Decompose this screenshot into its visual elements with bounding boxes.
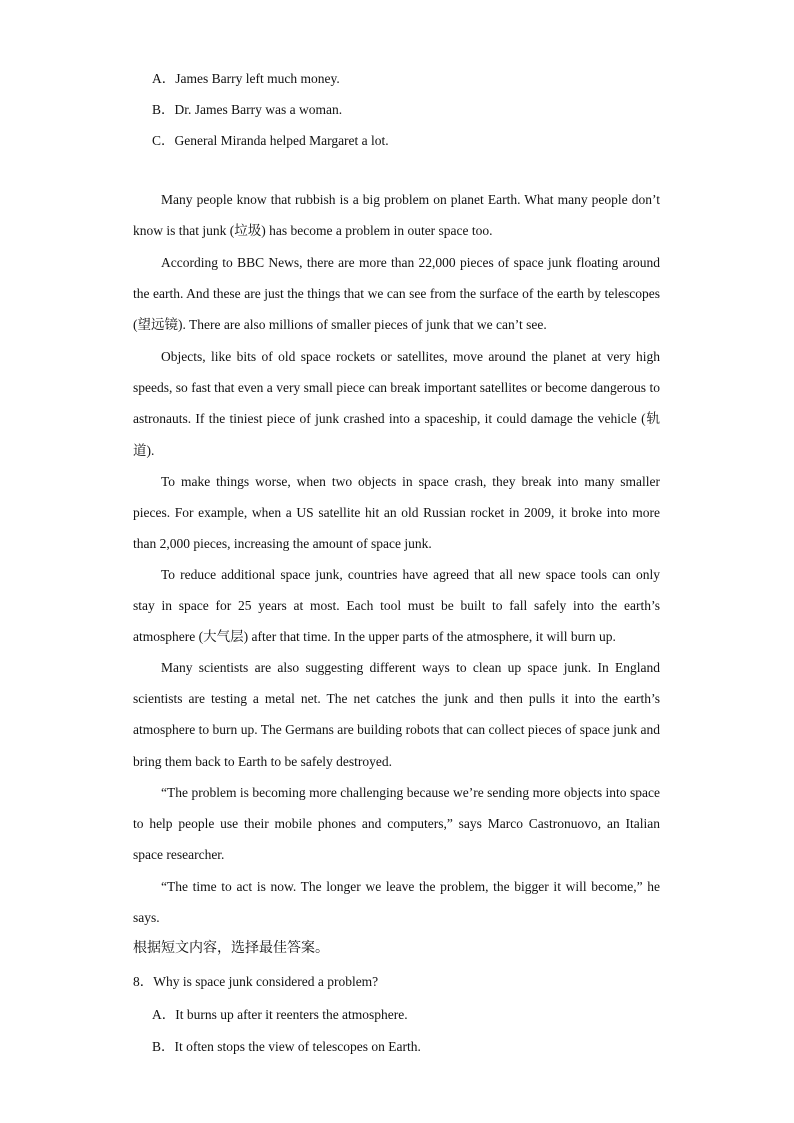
prev-option-a: A．James Barry left much money. xyxy=(152,71,340,86)
passage-paragraph-4: To make things worse, when two objects in space crash, they break into many smaller pieces. For example, when a US satellite hit an old Russian rocket in 2009, it broke into more than 2,000 pieces, increasing the amount of space junk. xyxy=(133,474,660,552)
passage-paragraph-3: Objects, like bits of old space rockets or satellites, move around the planet at very high speeds, so fast that even a very small piece can break important satellites or become dangerous to astronauts. If the tiniest piece of junk crashed into a spaceship, it could damage the vehicle (轨道). xyxy=(133,349,660,458)
question-option-b: B．It often stops the view of telescopes on Earth. xyxy=(152,1039,421,1054)
question-stem: 8．Why is space junk considered a problem? xyxy=(133,974,379,989)
passage-paragraph-7: “The problem is becoming more challenging because we’re sending more objects into space to help people use their mobile phones and computers,” says Marco Castronuovo, an Italian space researcher. xyxy=(133,785,660,863)
instruction-text: 根据短文内容，选择最佳答案。 xyxy=(133,940,329,956)
question-option-a: A．It burns up after it reenters the atmosphere. xyxy=(152,1007,408,1022)
passage-paragraph-5: To reduce additional space junk, countries have agreed that all new space tools can only stay in space for 25 years at most. Each tool must be built to fall safely into the earth’s atmosphere (大气层) after that time. In the upper parts of the atmosphere, it will burn up. xyxy=(133,567,660,645)
prev-option-c: C．General Miranda helped Margaret a lot. xyxy=(152,133,389,148)
passage-paragraph-6: Many scientists are also suggesting different ways to clean up space junk. In England scientists are testing a metal net. The net catches the junk and then pulls it into the earth’s atmosphere to burn up. The Germans are building robots that can collect pieces of space junk and bring them back to Earth to be safely destroyed. xyxy=(133,660,660,769)
prev-option-b: B．Dr. James Barry was a woman. xyxy=(152,102,343,117)
passage-paragraph-1: Many people know that rubbish is a big problem on planet Earth. What many people don’t know is that junk (垃圾) has become a problem in outer space too. xyxy=(133,192,660,239)
passage-paragraph-8: “The time to act is now. The longer we leave the problem, the bigger it will become,” he says. xyxy=(133,879,660,926)
passage-paragraph-2: According to BBC News, there are more than 22,000 pieces of space junk floating around the earth. And these are just the things that we can see from the surface of the earth by telescopes (望远镜). There are also millions of smaller pieces of junk that we can’t see. xyxy=(133,255,660,333)
